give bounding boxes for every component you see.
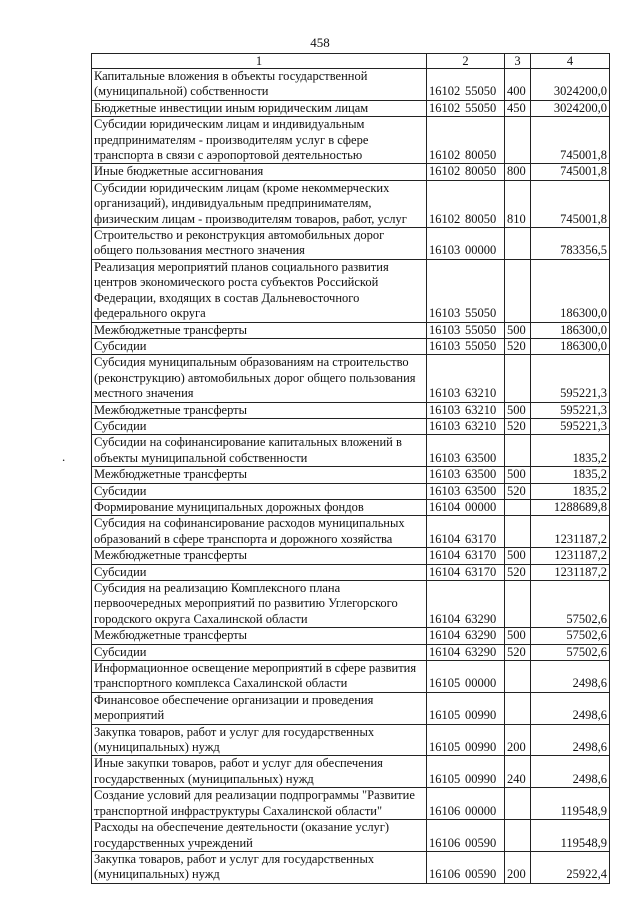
description-line: Субсидии: [94, 418, 147, 433]
row-target-code: [427, 100, 505, 116]
description-line: Межбюджетные трансферты: [94, 548, 248, 563]
program-code: 16104: [429, 564, 461, 579]
row-expense-type: 520: [505, 483, 531, 499]
row-description: [92, 259, 427, 322]
description-line: Формирование муниципальных дорожных фондов: [94, 499, 364, 514]
row-expense-type: [505, 499, 531, 515]
row-amount: 2498,6: [531, 692, 610, 724]
row-expense-type: 520: [505, 338, 531, 354]
row-description: [92, 355, 427, 402]
row-expense-type: 200: [505, 724, 531, 756]
direction-code: 00000: [465, 243, 497, 258]
row-expense-type: 240: [505, 756, 531, 788]
column-header-1: 1: [92, 54, 427, 69]
program-code: 16103: [429, 467, 461, 482]
table-row: [92, 820, 610, 852]
direction-code: 80050: [465, 211, 497, 226]
row-target-code: [427, 516, 505, 548]
program-code: 16104: [429, 628, 461, 643]
description-line: предпринимателям - производителям услуг в сфере: [94, 132, 369, 147]
row-amount: 1835,2: [531, 483, 610, 499]
row-expense-type: 520: [505, 564, 531, 580]
description-line: Субсидия муниципальным образованиям на строительство: [94, 355, 409, 370]
table-row: [92, 756, 610, 788]
budget-table-body: [92, 54, 610, 884]
column-header-4: 4: [531, 54, 610, 69]
table-row: [92, 467, 610, 483]
program-code: 16105: [429, 771, 461, 786]
row-expense-type: [505, 117, 531, 164]
program-code: 16102: [429, 100, 461, 115]
table-row: [92, 402, 610, 418]
row-expense-type: 800: [505, 164, 531, 180]
row-target-code: [427, 628, 505, 644]
budget-table: [91, 53, 610, 884]
program-code: 16104: [429, 548, 461, 563]
column-header-2: 2: [427, 54, 505, 69]
program-code: 16102: [429, 211, 461, 226]
description-line: Финансовое обеспечение организации и проведения: [94, 692, 374, 707]
row-amount: 57502,6: [531, 581, 610, 628]
direction-code: 00590: [465, 835, 497, 850]
row-expense-type: 200: [505, 851, 531, 883]
description-line: Субсидия на реализацию Комплексного плана: [94, 581, 341, 595]
row-description: [92, 117, 427, 164]
description-line: Субсидии юридическим лицам и индивидуальным: [94, 117, 365, 132]
program-code: 16106: [429, 835, 461, 850]
direction-code: 00000: [465, 803, 497, 818]
row-amount: 57502,6: [531, 644, 610, 660]
row-target-code: [427, 692, 505, 724]
description-line: Межбюджетные трансферты: [94, 402, 248, 417]
row-expense-type: 500: [505, 548, 531, 564]
table-row: [92, 644, 610, 660]
table-row: [92, 516, 610, 548]
description-line: Федерации, входящих в состав Дальневосточного: [94, 290, 360, 305]
row-target-code: [427, 117, 505, 164]
table-row: [92, 259, 610, 322]
table-row: [92, 661, 610, 693]
row-expense-type: 520: [505, 644, 531, 660]
row-target-code: [427, 499, 505, 515]
program-code: 16105: [429, 676, 461, 691]
table-row: [92, 322, 610, 338]
row-amount: 3024200,0: [531, 69, 610, 101]
program-code: 16106: [429, 867, 461, 882]
direction-code: 00990: [465, 708, 497, 723]
row-expense-type: [505, 581, 531, 628]
description-line: городского округа Сахалинской области: [94, 611, 308, 626]
description-line: мероприятий: [94, 708, 165, 723]
table-row: [92, 499, 610, 515]
description-line: государственных (муниципальных) нужд: [94, 771, 314, 786]
row-target-code: [427, 756, 505, 788]
row-target-code: [427, 418, 505, 434]
program-code: 16103: [429, 243, 461, 258]
row-target-code: [427, 581, 505, 628]
program-code: 16103: [429, 418, 461, 433]
description-line: Субсидия на софинансирование расходов муниципальных: [94, 516, 405, 531]
row-description: [92, 164, 427, 180]
row-target-code: [427, 851, 505, 883]
table-row: [92, 228, 610, 260]
program-code: 16103: [429, 306, 461, 321]
row-amount: 25922,4: [531, 851, 610, 883]
table-row: [92, 180, 610, 227]
row-description: [92, 581, 427, 628]
description-line: Субсидии юридическим лицам (кроме некоммерческих: [94, 180, 390, 195]
row-description: [92, 692, 427, 724]
row-amount: 745001,8: [531, 180, 610, 227]
table-row: [92, 628, 610, 644]
direction-code: 63500: [465, 467, 497, 482]
row-description: [92, 418, 427, 434]
program-code: 16104: [429, 644, 461, 659]
description-line: Субсидии: [94, 564, 147, 579]
description-line: организаций), индивидуальным предпринимателям,: [94, 196, 372, 211]
description-line: центров экономического роста субъектов Российской: [94, 275, 379, 290]
description-line: транспорта в связи с аэропортовой деятельностью: [94, 148, 363, 163]
description-line: Иные бюджетные ассигнования: [94, 164, 264, 179]
row-amount: 1231187,2: [531, 564, 610, 580]
table-row: [92, 117, 610, 164]
program-code: 16103: [429, 338, 461, 353]
page-number: 458: [310, 35, 330, 50]
row-expense-type: 500: [505, 467, 531, 483]
direction-code: 00000: [465, 676, 497, 691]
table-row: [92, 418, 610, 434]
table-row: [92, 164, 610, 180]
description-line: Строительство и реконструкция автомобильных дорог: [94, 228, 385, 243]
program-code: 16103: [429, 483, 461, 498]
row-amount: 3024200,0: [531, 100, 610, 116]
row-description: [92, 100, 427, 116]
program-code: 16103: [429, 450, 461, 465]
direction-code: 63170: [465, 548, 497, 563]
row-description: [92, 644, 427, 660]
row-description: [92, 548, 427, 564]
description-line: (муниципальных) нужд: [94, 867, 220, 882]
row-expense-type: 400: [505, 69, 531, 101]
description-line: Субсидии: [94, 483, 147, 498]
row-description: [92, 180, 427, 227]
direction-code: 00990: [465, 771, 497, 786]
description-line: общего пользования местного значения: [94, 243, 305, 258]
row-target-code: [427, 644, 505, 660]
table-row: [92, 69, 610, 101]
row-target-code: [427, 483, 505, 499]
program-code: 16104: [429, 531, 461, 546]
table-row: [92, 548, 610, 564]
row-amount: 186300,0: [531, 322, 610, 338]
row-amount: 1231187,2: [531, 516, 610, 548]
row-description: [92, 820, 427, 852]
stray-mark: .: [62, 449, 66, 464]
table-row: [92, 435, 610, 467]
direction-code: 63500: [465, 450, 497, 465]
description-line: государственных учреждений: [94, 835, 253, 850]
direction-code: 55050: [465, 84, 497, 99]
program-code: 16102: [429, 148, 461, 163]
direction-code: 80050: [465, 148, 497, 163]
row-amount: 1835,2: [531, 435, 610, 467]
row-description: [92, 851, 427, 883]
row-description: [92, 402, 427, 418]
row-expense-type: [505, 435, 531, 467]
description-line: Информационное освещение мероприятий в сфере развития: [94, 661, 417, 676]
row-expense-type: [505, 692, 531, 724]
row-amount: 595221,3: [531, 402, 610, 418]
row-target-code: [427, 228, 505, 260]
program-code: 16105: [429, 708, 461, 723]
row-target-code: [427, 467, 505, 483]
description-line: физическим лицам - производителям товаров, работ, услуг: [94, 211, 407, 226]
row-description: [92, 435, 427, 467]
direction-code: 63210: [465, 418, 497, 433]
description-line: Реализация мероприятий планов социального развития: [94, 259, 389, 274]
row-target-code: [427, 661, 505, 693]
description-line: Межбюджетные трансферты: [94, 467, 248, 482]
row-expense-type: [505, 661, 531, 693]
table-row: [92, 564, 610, 580]
row-expense-type: [505, 259, 531, 322]
direction-code: 63500: [465, 483, 497, 498]
table-row: [92, 355, 610, 402]
direction-code: 55050: [465, 338, 497, 353]
program-code: 16105: [429, 740, 461, 755]
row-expense-type: 520: [505, 418, 531, 434]
row-amount: 186300,0: [531, 259, 610, 322]
row-amount: 1835,2: [531, 467, 610, 483]
row-expense-type: 500: [505, 628, 531, 644]
row-expense-type: [505, 820, 531, 852]
row-amount: 1231187,2: [531, 548, 610, 564]
description-line: Субсидии на софинансирование капитальных вложений в: [94, 435, 402, 450]
row-amount: 1288689,8: [531, 499, 610, 515]
program-code: 16103: [429, 386, 461, 401]
row-expense-type: [505, 788, 531, 820]
row-description: [92, 483, 427, 499]
row-description: [92, 228, 427, 260]
description-line: Бюджетные инвестиции иным юридическим лицам: [94, 100, 369, 115]
row-description: [92, 322, 427, 338]
direction-code: 00590: [465, 867, 497, 882]
row-target-code: [427, 322, 505, 338]
table-row: [92, 851, 610, 883]
description-line: федерального округа: [94, 306, 206, 321]
row-amount: 186300,0: [531, 338, 610, 354]
description-line: объекты муниципальной собственности: [94, 450, 308, 465]
description-line: Субсидии: [94, 644, 147, 659]
row-target-code: [427, 548, 505, 564]
direction-code: 63210: [465, 386, 497, 401]
row-amount: 119548,9: [531, 820, 610, 852]
program-code: 16102: [429, 164, 461, 179]
row-expense-type: 450: [505, 100, 531, 116]
row-description: [92, 338, 427, 354]
description-line: Закупка товаров, работ и услуг для государственных: [94, 851, 375, 866]
row-amount: 2498,6: [531, 756, 610, 788]
table-header-row: [92, 54, 610, 69]
row-target-code: [427, 69, 505, 101]
row-target-code: [427, 259, 505, 322]
row-description: [92, 756, 427, 788]
direction-code: 55050: [465, 322, 497, 337]
direction-code: 55050: [465, 306, 497, 321]
table-row: [92, 788, 610, 820]
row-expense-type: [505, 516, 531, 548]
row-target-code: [427, 788, 505, 820]
row-amount: 745001,8: [531, 117, 610, 164]
description-line: Межбюджетные трансферты: [94, 322, 248, 337]
row-target-code: [427, 180, 505, 227]
description-line: Субсидии: [94, 338, 147, 353]
table-row: [92, 581, 610, 628]
row-amount: 595221,3: [531, 418, 610, 434]
row-expense-type: [505, 228, 531, 260]
direction-code: 00000: [465, 499, 497, 514]
program-code: 16104: [429, 611, 461, 626]
description-line: Капитальные вложения в объекты государственной: [94, 69, 368, 83]
description-line: местного значения: [94, 386, 194, 401]
description-line: Закупка товаров, работ и услуг для государственных: [94, 724, 375, 739]
table-row: [92, 724, 610, 756]
row-amount: 745001,8: [531, 164, 610, 180]
row-description: [92, 467, 427, 483]
row-expense-type: 810: [505, 180, 531, 227]
row-amount: 783356,5: [531, 228, 610, 260]
description-line: транспортной инфраструктуры Сахалинской области": [94, 803, 383, 818]
row-expense-type: [505, 355, 531, 402]
table-row: [92, 483, 610, 499]
program-code: 16104: [429, 499, 461, 514]
row-amount: 119548,9: [531, 788, 610, 820]
row-description: [92, 724, 427, 756]
program-code: 16103: [429, 402, 461, 417]
direction-code: 80050: [465, 164, 497, 179]
row-target-code: [427, 820, 505, 852]
program-code: 16102: [429, 84, 461, 99]
description-line: (реконструкцию) автомобильных дорог общего пользования: [94, 370, 416, 385]
description-line: транспортного комплекса Сахалинской области: [94, 676, 348, 691]
description-line: Создание условий для реализации подпрограммы "Развитие: [94, 788, 415, 803]
row-description: [92, 661, 427, 693]
direction-code: 63210: [465, 402, 497, 417]
direction-code: 00990: [465, 740, 497, 755]
row-description: [92, 628, 427, 644]
direction-code: 63290: [465, 628, 497, 643]
column-header-3: 3: [505, 54, 531, 69]
program-code: 16103: [429, 322, 461, 337]
description-line: (муниципальных) нужд: [94, 740, 220, 755]
row-target-code: [427, 724, 505, 756]
table-row: [92, 338, 610, 354]
row-target-code: [427, 338, 505, 354]
description-line: образований в сфере транспорта и дорожного хозяйства: [94, 531, 393, 546]
direction-code: 63290: [465, 611, 497, 626]
row-description: [92, 788, 427, 820]
program-code: 16106: [429, 803, 461, 818]
description-line: Межбюджетные трансферты: [94, 628, 248, 643]
table-row: [92, 692, 610, 724]
row-target-code: [427, 564, 505, 580]
description-line: Иные закупки товаров, работ и услуг для обеспечения: [94, 756, 383, 771]
row-description: [92, 516, 427, 548]
row-target-code: [427, 402, 505, 418]
row-amount: 57502,6: [531, 628, 610, 644]
row-description: [92, 564, 427, 580]
direction-code: 63170: [465, 531, 497, 546]
description-line: (муниципальной) собственности: [94, 84, 269, 99]
row-target-code: [427, 164, 505, 180]
direction-code: 63290: [465, 644, 497, 659]
row-description: [92, 69, 427, 101]
row-target-code: [427, 435, 505, 467]
row-amount: 595221,3: [531, 355, 610, 402]
direction-code: 55050: [465, 100, 497, 115]
table-row: [92, 100, 610, 116]
row-amount: 2498,6: [531, 661, 610, 693]
description-line: первоочередных мероприятий по развитию Углегорского: [94, 596, 398, 611]
row-expense-type: 500: [505, 322, 531, 338]
row-expense-type: 500: [505, 402, 531, 418]
row-amount: 2498,6: [531, 724, 610, 756]
direction-code: 63170: [465, 564, 497, 579]
row-description: [92, 499, 427, 515]
row-target-code: [427, 355, 505, 402]
description-line: Расходы на обеспечение деятельности (оказание услуг): [94, 820, 390, 835]
